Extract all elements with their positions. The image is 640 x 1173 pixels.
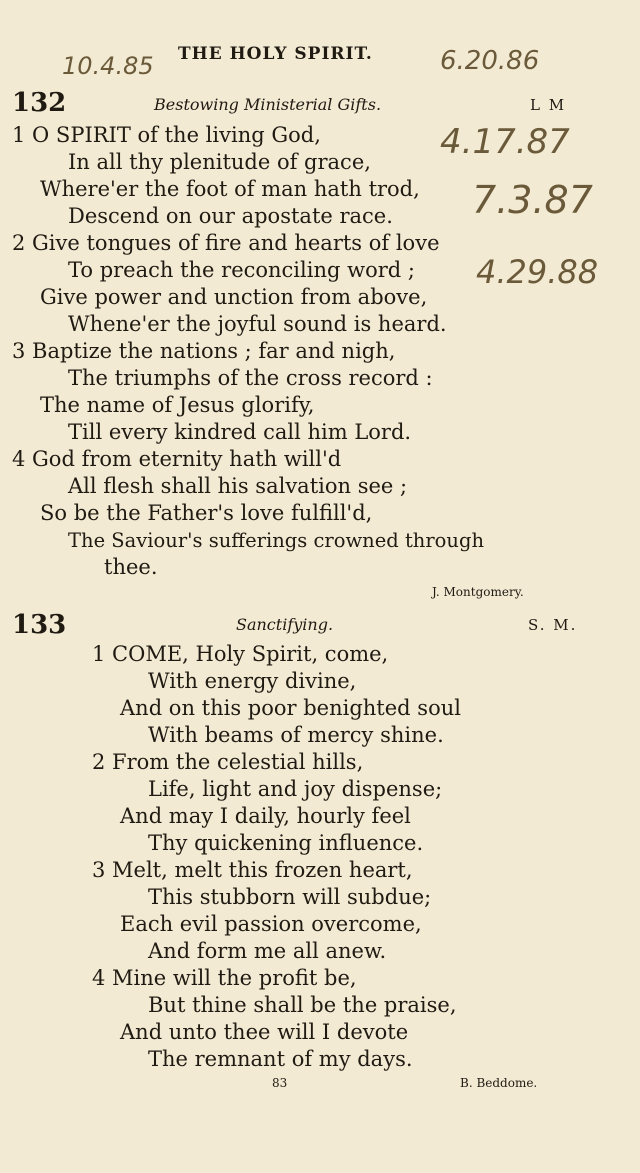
hymn-133-line: Thy quickening influence.	[148, 831, 424, 855]
hymn-133-line: This stubborn will subdue;	[148, 885, 432, 909]
hymn-132-line: 4 God from eternity hath will'd	[12, 447, 342, 471]
hymn-132-line: 2 Give tongues of fire and hearts of love	[12, 231, 440, 255]
hymn-132-number: 132	[12, 88, 67, 118]
hymn-132-line: Descend on our apostate race.	[68, 204, 393, 228]
hymn-132-line: So be the Father's love fulfill'd,	[40, 501, 373, 525]
hymn-133-line: 2 From the celestial hills,	[92, 750, 364, 774]
hymn-133-author: B. Beddome.	[460, 1076, 538, 1090]
running-head: THE HOLY SPIRIT.	[178, 44, 373, 64]
hymn-133-meter: S. M.	[528, 616, 578, 634]
hymn-133-title: Sanctifying.	[236, 615, 334, 634]
hymn-133-line: And may I daily, hourly feel	[120, 804, 411, 828]
hymn-133-line: 3 Melt, melt this frozen heart,	[92, 858, 413, 882]
hymn-133-line: And on this poor benighted soul	[120, 696, 461, 720]
handwritten-date-3: 4.29.88	[476, 253, 599, 291]
handwritten-date-2: 7.3.87	[472, 178, 593, 222]
hymn-133-line: And form me all anew.	[148, 939, 387, 963]
hymn-132-line: Give power and unction from above,	[40, 285, 428, 309]
hymn-132-line: To preach the reconciling word ;	[68, 258, 415, 282]
handwritten-date-1: 4.17.87	[440, 122, 570, 162]
hymn-132-line: The name of Jesus glorify,	[40, 393, 315, 417]
page-number: 83	[272, 1076, 288, 1090]
hymn-132-line: Till every kindred call him Lord.	[68, 420, 412, 444]
hymn-132-line: 3 Baptize the nations ; far and nigh,	[12, 339, 396, 363]
hymn-132-line: 1 O SPIRIT of the living God,	[12, 123, 321, 147]
hymn-132-line: The triumphs of the cross record :	[68, 366, 433, 390]
hymn-132-meter: L M	[530, 96, 567, 114]
hymn-133-number: 133	[12, 610, 67, 640]
hymn-133-line: With energy divine,	[148, 669, 357, 693]
handwritten-date-top-left: 10.4.85	[62, 52, 154, 80]
hymn-132-author: J. Montgomery.	[432, 585, 524, 599]
hymn-133-line: 4 Mine will the profit be,	[92, 966, 357, 990]
hymn-133-line: Life, light and joy dispense;	[148, 777, 443, 801]
hymn-132-line: Where'er the foot of man hath trod,	[40, 177, 420, 201]
hymn-132-title: Bestowing Ministerial Gifts.	[154, 95, 382, 114]
handwritten-date-top-right: 6.20.86	[440, 46, 540, 76]
hymn-132-line: Whene'er the joyful sound is heard.	[68, 312, 447, 336]
hymn-132-line: thee.	[104, 555, 158, 579]
hymn-132-line: The Saviour's sufferings crowned through	[68, 529, 485, 552]
hymn-133-line: With beams of mercy shine.	[148, 723, 444, 747]
hymn-133-line: But thine shall be the praise,	[148, 993, 457, 1017]
hymn-133-line: Each evil passion overcome,	[120, 912, 422, 936]
hymn-133-line: 1 COME, Holy Spirit, come,	[92, 642, 389, 666]
hymn-133-line: And unto thee will I devote	[120, 1020, 409, 1044]
hymn-132-line: In all thy plenitude of grace,	[68, 150, 371, 174]
hymn-132-line: All flesh shall his salvation see ;	[68, 474, 408, 498]
hymn-133-line: The remnant of my days.	[148, 1047, 413, 1071]
